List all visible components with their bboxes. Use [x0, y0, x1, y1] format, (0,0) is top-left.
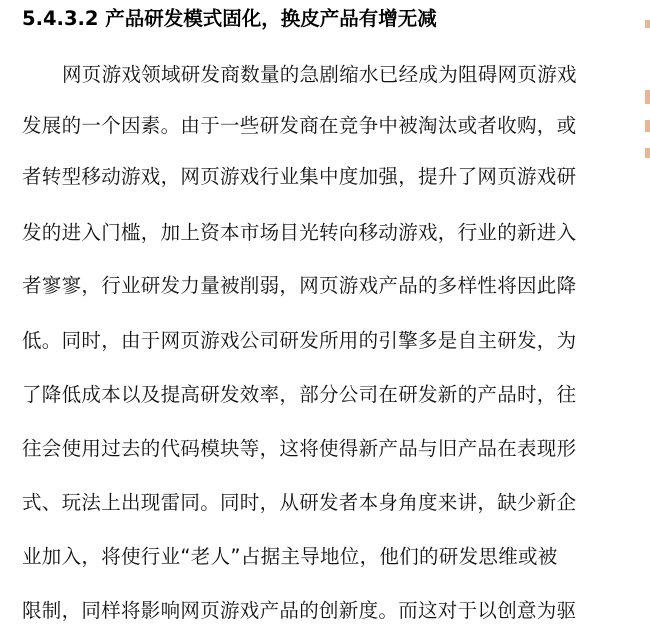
- paragraph-line: 者转型移动游戏，网页游戏行业集中度加强，提升了网页游戏研: [22, 165, 577, 188]
- edge-mark: [645, 148, 650, 158]
- margin-edge-marks: [644, 20, 650, 180]
- paragraph-line: 限制，同样将影响网页游戏产品的创新度。而这对于以创意为驱: [22, 599, 577, 622]
- section-heading: 5.4.3.2 产品研发模式固化，换皮产品有增无减: [22, 7, 437, 30]
- edge-mark: [645, 120, 650, 132]
- edge-mark: [645, 20, 650, 28]
- paragraph-line: 业加入，将使行业“老人”占据主导地位，他们的研发思维或被: [22, 545, 558, 568]
- paragraph-line: 了降低成本以及提高研发效率，部分公司在研发新的产品时，往: [22, 383, 577, 406]
- edge-mark: [645, 90, 650, 104]
- paragraph-line: 式、玩法上出现雷同。同时，从研发者本身角度来讲，缺少新企: [22, 491, 577, 514]
- paragraph-line: 者寥寥，行业研发力量被削弱，网页游戏产品的多样性将因此降: [22, 274, 577, 297]
- paragraph-line: 发展的一个因素。由于一些研发商在竞争中被淘汰或者收购，或: [22, 114, 577, 137]
- paragraph-line: 低。同时，由于网页游戏公司研发所用的引擎多是自主研发，为: [22, 329, 577, 352]
- paragraph-line: 发的进入门槛，加上资本市场目光转向移动游戏，行业的新进入: [22, 221, 577, 244]
- paragraph-line: 网页游戏领域研发商数量的急剧缩水已经成为阻碍网页游戏: [62, 63, 577, 86]
- paragraph-line: 往会使用过去的代码模块等，这将使得新产品与旧产品在表现形: [22, 437, 577, 460]
